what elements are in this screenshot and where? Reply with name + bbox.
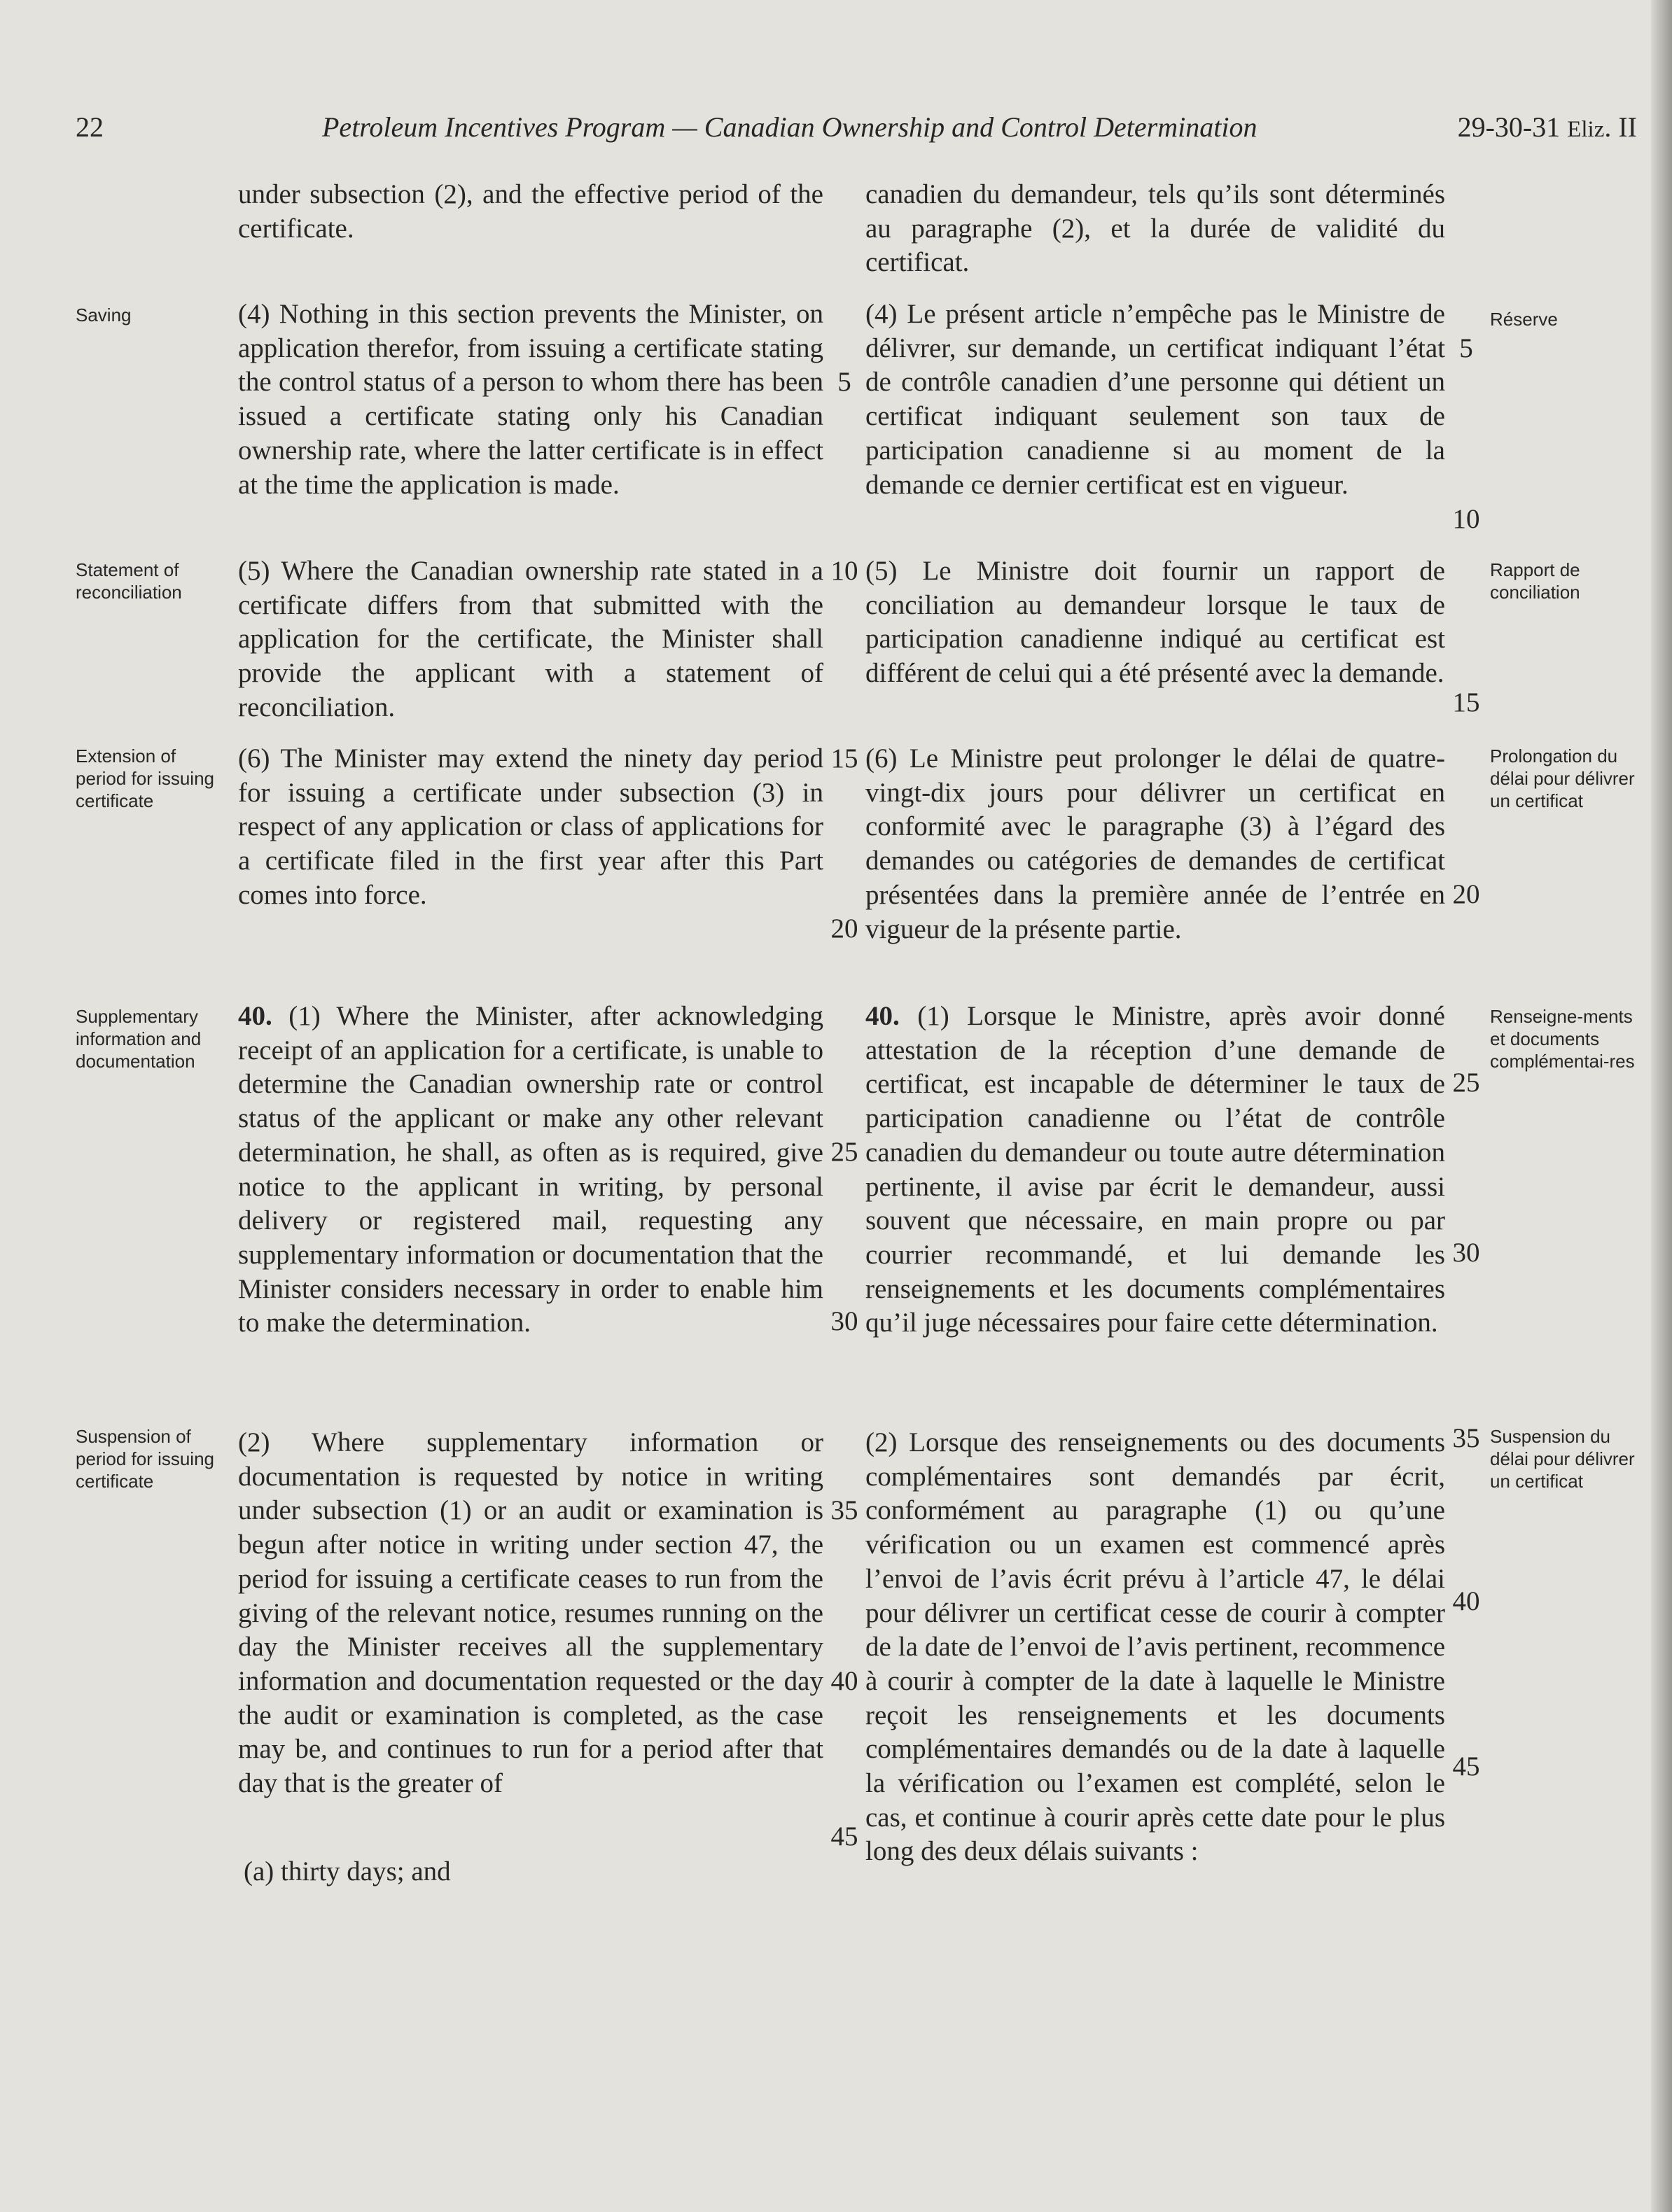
margin-note-reserve: Réserve bbox=[1490, 309, 1558, 330]
line-number-en-10: 10 bbox=[830, 556, 858, 586]
en-subsection-6: (6) The Minister may extend the ninety day period for issuing a certificate under subsection (3) in respect of any application or class of applications for a certificate filed in the first year after this Part comes into force. bbox=[238, 743, 823, 910]
line-number-en-25: 25 bbox=[830, 1137, 858, 1167]
line-number-en-45: 45 bbox=[830, 1821, 858, 1851]
en-section-40-2: (2) Where supplementary information or documentation is requested by notice in writing under subsection (1) or an audit or examination is begun after notice in writing under section 47, the period for issuing a certificate ceases to run from the giving of the relevant notice, resumes running on the day the Minister receives all the supplementary information and documentation requested or the day the audit or examination is completed, as the case may be, and continues to run for a period after that day that is the greater of bbox=[238, 1427, 823, 1799]
line-number-en-40: 40 bbox=[830, 1666, 858, 1696]
line-number-fr-15: 15 bbox=[1452, 687, 1480, 718]
fr-subsection-4: (4) Le présent article n’empêche pas le Ministre de délivrer, sur demande, un certificat indiquant l’état de contrôle canadien d’une personne qui détient un certificat indiquant seulement son taux de participation canadienne si au moment de la demande ce dernier certificat est en vigueur. bbox=[865, 299, 1445, 500]
line-number-fr-25: 25 bbox=[1452, 1068, 1480, 1098]
margin-note-extension: Extension of period for issuing certificate bbox=[76, 746, 214, 811]
line-number-en-15: 15 bbox=[830, 743, 858, 774]
margin-note-saving: Saving bbox=[76, 304, 132, 326]
margin-note-statement-of-reconciliation: Statement of reconciliation bbox=[76, 559, 182, 603]
line-number-fr-40: 40 bbox=[1452, 1586, 1480, 1616]
en-continuation: under subsection (2), and the effective period of the certificate. bbox=[238, 179, 823, 244]
fr-continuation: canadien du demandeur, tels qu’ils sont déterminés au paragraphe (2), et la durée de validité du certificat. bbox=[865, 179, 1445, 278]
margin-note-renseignements: Renseigne-ments et documents complémentai-res bbox=[1490, 1006, 1635, 1072]
line-number-en-35: 35 bbox=[830, 1495, 858, 1525]
margin-note-rapport: Rapport de conciliation bbox=[1490, 559, 1580, 603]
running-title: Petroleum Incentives Program — Canadian Ownership and Control Determination bbox=[322, 111, 1258, 143]
en-paragraph-a: (a) thirty days; and bbox=[244, 1856, 451, 1886]
margin-note-suspension: Suspension of period for issuing certificate bbox=[76, 1426, 214, 1492]
margin-note-supplementary: Supplementary information and documentation bbox=[76, 1006, 202, 1072]
line-number-en-5: 5 bbox=[837, 367, 851, 397]
margin-note-suspension-fr: Suspension du délai pour délivrer un certificat bbox=[1490, 1426, 1635, 1492]
running-header bbox=[76, 106, 1637, 148]
en-subsection-4: (4) Nothing in this section prevents the Minister, on application therefor, from issuing a certificate stating the control status of a person to whom there has been issued a certificate stating only his Canadian ownership rate, where the latter certificate is in effect at the time the application is made. bbox=[238, 299, 823, 500]
margin-note-prolongation: Prolongation du délai pour délivrer un certificat bbox=[1490, 746, 1635, 811]
line-number-fr-45: 45 bbox=[1452, 1751, 1480, 1782]
en-subsection-5: (5) Where the Canadian ownership rate stated in a certificate differs from that submitted with the application for the certificate, the Minister shall provide the applicant with a statement of reconciliation. bbox=[238, 556, 823, 722]
regnal-date: 29-30-31 Eliz. II bbox=[1457, 111, 1637, 143]
line-number-en-20: 20 bbox=[830, 913, 858, 944]
line-number-fr-35: 35 bbox=[1452, 1423, 1480, 1453]
fr-subsection-6: (6) Le Ministre peut prolonger le délai de quatre-vingt-dix jours pour délivrer un certificat en conformité avec le paragraphe (3) à l’égard des demandes ou catégories de demandes de certificat présentées dans la première année de l’entrée en vigueur de la présente partie. bbox=[865, 743, 1445, 944]
page-number: 22 bbox=[76, 111, 104, 143]
line-number-en-30: 30 bbox=[830, 1306, 858, 1336]
line-number-fr-10: 10 bbox=[1452, 504, 1480, 534]
en-section-40-1: 40. (1) Where the Minister, after acknowledging receipt of an application for a certificate, is unable to determine the Canadian ownership rate or control status of the applicant or make any other relevant determination, he shall, as often as is required, give notice to the applicant in writing, by personal delivery or registered mail, requesting any supplementary information or documentation that the Minister considers necessary in order to enable him to make the determination. bbox=[238, 1001, 823, 1338]
fr-subsection-5: (5) Le Ministre doit fournir un rapport de conciliation au demandeur lorsque le taux de participation canadienne indiqué au certificat est différent de celui qui a été présenté avec la demande. bbox=[865, 556, 1445, 689]
line-number-fr-20: 20 bbox=[1452, 879, 1480, 909]
line-number-fr-30: 30 bbox=[1452, 1238, 1480, 1268]
page-edge-shadow bbox=[1651, 0, 1672, 2212]
fr-section-40-2: (2) Lorsque des renseignements ou des documents complémentaires sont demandés par écrit, conformément au paragraphe (1) ou qu’une vérification ou un examen est commencé après l’envoi de l’avis écrit prévu à l’article 47, le délai pour délivrer un certificat cesse de courir à compter de la date de l’envoi de l’avis pertinent, recommence à courir à compter de la date à laquelle le Ministre reçoit les renseignements et les documents complémentaires demandés ou de la date à laquelle la vérification ou l’examen est complété, selon le cas, et continue à courir après cette date pour le plus long des deux délais suivants : bbox=[865, 1427, 1445, 1867]
fr-section-40-1: 40. (1) Lorsque le Ministre, après avoir donné attestation de la réception d’une demande de certificat, est incapable de déterminer le taux de participation canadienne ou l’état de contrôle canadien du demandeur ou toute autre détermination pertinente, il avise par écrit le demandeur, aussi souvent que nécessaire, en main propre ou par courrier recommandé, et lui demande les renseignements et les documents complémentaires qu’il juge nécessaires pour faire cette détermination. bbox=[865, 1001, 1445, 1338]
line-number-fr-5: 5 bbox=[1459, 333, 1473, 363]
